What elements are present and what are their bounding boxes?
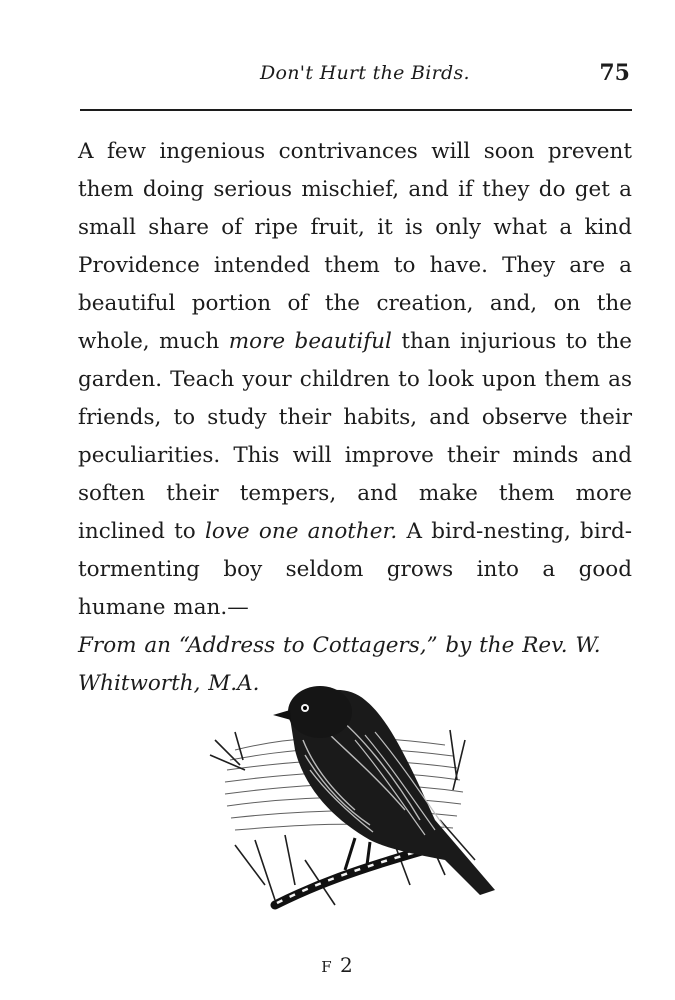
signature-number: 2 [340,953,354,977]
running-head [80,60,630,90]
page-number: 75 [599,60,630,86]
emphasis-love-one-another: love one another. [204,519,398,544]
text-segment: A few ingenious contrivances will soon prevent them doing serious mischief, and if they do get a small share of ripe fruit, it is only what a kind Providence intended them to have. They are a beautiful portion of the creation, and, on the whole, much [78,139,632,354]
text-segment: A bird-nesting, bird-tormenting boy seldom grows into a good humane man.— [78,519,632,620]
body-text [78,133,632,703]
text-segment: than injurious to the garden. Teach your children to look upon them as friends, to study their habits, and observe their peculiarities. This will improve their minds and soften their tempers, and make them more inclined to [78,329,633,544]
header-rule [80,109,632,111]
running-title: Don't Hurt the Birds. [260,62,470,84]
attribution: From an “Address to Cottagers,” by the Rev. W. Whitworth, M.A. [78,633,601,696]
sparrow-woodcut-icon [195,670,505,920]
paragraph [78,133,632,703]
emphasis-more-beautiful: more beautiful [228,329,392,354]
signature-mark [0,953,675,977]
signature-letter: F [321,958,333,976]
